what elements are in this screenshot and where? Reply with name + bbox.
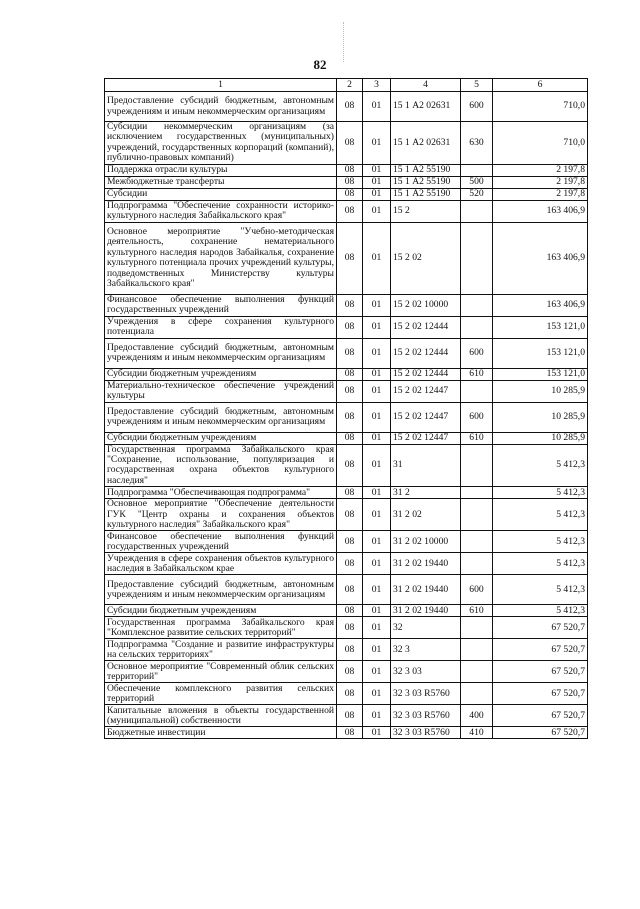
row-section-cell: 08 bbox=[337, 176, 363, 188]
row-target-article-cell: 15 2 02 12447 bbox=[391, 402, 461, 432]
row-amount-cell: 5 412,3 bbox=[493, 575, 588, 605]
row-name-cell: Предоставление субсидий бюджетным, автономным учреждениям и иным некоммерческим организациям bbox=[105, 92, 337, 122]
row-section-cell: 08 bbox=[337, 368, 363, 380]
table-row bbox=[105, 368, 588, 380]
row-target-article-cell: 31 2 02 19440 bbox=[391, 605, 461, 617]
column-header-target-article: 4 bbox=[391, 79, 461, 92]
row-expense-type-cell: 600 bbox=[461, 338, 493, 368]
row-amount-cell: 67 520,7 bbox=[493, 727, 588, 739]
table-row bbox=[105, 316, 588, 338]
row-section-cell: 08 bbox=[337, 432, 363, 444]
row-subsection-cell: 01 bbox=[363, 727, 391, 739]
row-amount-cell: 67 520,7 bbox=[493, 639, 588, 661]
row-amount-cell: 2 197,8 bbox=[493, 188, 588, 200]
row-subsection-cell: 01 bbox=[363, 553, 391, 575]
row-expense-type-cell bbox=[461, 222, 493, 294]
row-expense-type-cell: 610 bbox=[461, 605, 493, 617]
row-target-article-cell: 31 2 02 19440 bbox=[391, 575, 461, 605]
row-expense-type-cell: 500 bbox=[461, 176, 493, 188]
row-subsection-cell: 01 bbox=[363, 661, 391, 683]
row-section-cell: 08 bbox=[337, 402, 363, 432]
column-header-subsection: 3 bbox=[363, 79, 391, 92]
row-target-article-cell: 15 1 А2 55190 bbox=[391, 164, 461, 176]
row-name-cell: Межбюджетные трансферты bbox=[105, 176, 337, 188]
row-name-cell: Финансовое обеспечение выполнения функций государственных учреждений bbox=[105, 531, 337, 553]
row-name-cell: Основное мероприятие "Современный облик сельских территорий" bbox=[105, 661, 337, 683]
page-number: 82 bbox=[313, 57, 327, 72]
table-row bbox=[105, 705, 588, 727]
row-amount-cell: 5 412,3 bbox=[493, 605, 588, 617]
row-subsection-cell: 01 bbox=[363, 294, 391, 316]
row-target-article-cell: 15 1 А2 02631 bbox=[391, 122, 461, 165]
table-row bbox=[105, 164, 588, 176]
row-amount-cell: 2 197,8 bbox=[493, 176, 588, 188]
row-amount-cell: 710,0 bbox=[493, 122, 588, 165]
row-amount-cell: 163 406,9 bbox=[493, 200, 588, 222]
table-row bbox=[105, 661, 588, 683]
row-section-cell: 08 bbox=[337, 164, 363, 176]
row-expense-type-cell bbox=[461, 639, 493, 661]
row-amount-cell: 5 412,3 bbox=[493, 444, 588, 487]
row-subsection-cell: 01 bbox=[363, 531, 391, 553]
row-expense-type-cell: 610 bbox=[461, 432, 493, 444]
table-row bbox=[105, 402, 588, 432]
row-section-cell: 08 bbox=[337, 188, 363, 200]
row-expense-type-cell: 600 bbox=[461, 575, 493, 605]
row-target-article-cell: 31 2 02 19440 bbox=[391, 553, 461, 575]
row-subsection-cell: 01 bbox=[363, 316, 391, 338]
row-name-cell: Предоставление субсидий бюджетным, автономным учреждениям и иным некоммерческим организациям bbox=[105, 575, 337, 605]
row-section-cell: 08 bbox=[337, 487, 363, 499]
row-name-cell: Финансовое обеспечение выполнения функций государственных учреждений bbox=[105, 294, 337, 316]
row-subsection-cell: 01 bbox=[363, 338, 391, 368]
row-target-article-cell: 15 2 02 12447 bbox=[391, 432, 461, 444]
row-amount-cell: 163 406,9 bbox=[493, 294, 588, 316]
row-expense-type-cell: 600 bbox=[461, 92, 493, 122]
row-target-article-cell: 15 1 А2 02631 bbox=[391, 92, 461, 122]
table-row bbox=[105, 487, 588, 499]
row-name-cell: Субсидии некоммерческим организациям (за исключением государственных (муниципальных) учреждений, государственных корпораций (компаний), публично-правовых компаний) bbox=[105, 122, 337, 165]
row-subsection-cell: 01 bbox=[363, 188, 391, 200]
row-section-cell: 08 bbox=[337, 92, 363, 122]
row-target-article-cell: 15 2 02 12444 bbox=[391, 368, 461, 380]
table-row bbox=[105, 122, 588, 165]
column-header-expense-type: 5 bbox=[461, 79, 493, 92]
table-row bbox=[105, 222, 588, 294]
row-name-cell: Субсидии бюджетным учреждениям bbox=[105, 605, 337, 617]
row-section-cell: 08 bbox=[337, 553, 363, 575]
row-amount-cell: 5 412,3 bbox=[493, 553, 588, 575]
row-name-cell: Субсидии bbox=[105, 188, 337, 200]
row-name-cell: Предоставление субсидий бюджетным, автономным учреждениям и иным некоммерческим организациям bbox=[105, 402, 337, 432]
row-subsection-cell: 01 bbox=[363, 200, 391, 222]
budget-table bbox=[104, 78, 588, 739]
table-row bbox=[105, 639, 588, 661]
row-section-cell: 08 bbox=[337, 122, 363, 165]
row-name-cell: Субсидии бюджетным учреждениям bbox=[105, 432, 337, 444]
row-name-cell: Обеспечение комплексного развития сельских территорий bbox=[105, 683, 337, 705]
row-section-cell: 08 bbox=[337, 499, 363, 531]
row-section-cell: 08 bbox=[337, 605, 363, 617]
row-subsection-cell: 01 bbox=[363, 432, 391, 444]
row-subsection-cell: 01 bbox=[363, 605, 391, 617]
row-section-cell: 08 bbox=[337, 222, 363, 294]
row-subsection-cell: 01 bbox=[363, 444, 391, 487]
row-name-cell: Субсидии бюджетным учреждениям bbox=[105, 368, 337, 380]
row-section-cell: 08 bbox=[337, 661, 363, 683]
row-name-cell: Подпрограмма "Обеспечивающая подпрограмма" bbox=[105, 487, 337, 499]
row-section-cell: 08 bbox=[337, 338, 363, 368]
row-name-cell: Материально-техническое обеспечение учреждений культуры bbox=[105, 380, 337, 402]
row-expense-type-cell bbox=[461, 380, 493, 402]
row-amount-cell: 67 520,7 bbox=[493, 705, 588, 727]
row-section-cell: 08 bbox=[337, 683, 363, 705]
table-row bbox=[105, 605, 588, 617]
row-target-article-cell: 15 2 02 10000 bbox=[391, 294, 461, 316]
row-subsection-cell: 01 bbox=[363, 487, 391, 499]
table-row bbox=[105, 338, 588, 368]
table-row bbox=[105, 432, 588, 444]
row-target-article-cell: 15 1 А2 55190 bbox=[391, 188, 461, 200]
row-name-cell: Подпрограмма "Обеспечение сохранности историко-культурного наследия Забайкальского края" bbox=[105, 200, 337, 222]
row-target-article-cell: 31 bbox=[391, 444, 461, 487]
row-subsection-cell: 01 bbox=[363, 705, 391, 727]
column-header-amount: 6 bbox=[493, 79, 588, 92]
row-subsection-cell: 01 bbox=[363, 380, 391, 402]
row-name-cell: Государственная программа Забайкальского края "Сохранение, использование, популяризация и государственная охрана объектов культурного наследия" bbox=[105, 444, 337, 487]
row-subsection-cell: 01 bbox=[363, 639, 391, 661]
row-expense-type-cell bbox=[461, 200, 493, 222]
row-section-cell: 08 bbox=[337, 200, 363, 222]
table-row bbox=[105, 727, 588, 739]
row-subsection-cell: 01 bbox=[363, 402, 391, 432]
row-subsection-cell: 01 bbox=[363, 164, 391, 176]
row-expense-type-cell bbox=[461, 531, 493, 553]
row-amount-cell: 10 285,9 bbox=[493, 380, 588, 402]
table-header-row bbox=[105, 79, 588, 92]
scan-fold-mark bbox=[343, 22, 345, 62]
row-expense-type-cell: 400 bbox=[461, 705, 493, 727]
row-target-article-cell: 32 3 03 R5760 bbox=[391, 727, 461, 739]
row-name-cell: Государственная программа Забайкальского края "Комплексное развитие сельских территорий" bbox=[105, 617, 337, 639]
row-section-cell: 08 bbox=[337, 727, 363, 739]
row-expense-type-cell bbox=[461, 553, 493, 575]
row-amount-cell: 67 520,7 bbox=[493, 661, 588, 683]
table-row bbox=[105, 683, 588, 705]
row-amount-cell: 153 121,0 bbox=[493, 368, 588, 380]
row-expense-type-cell bbox=[461, 683, 493, 705]
row-target-article-cell: 15 2 bbox=[391, 200, 461, 222]
row-name-cell: Поддержка отрасли культуры bbox=[105, 164, 337, 176]
row-subsection-cell: 01 bbox=[363, 499, 391, 531]
row-expense-type-cell: 610 bbox=[461, 368, 493, 380]
row-name-cell: Учреждения в сфере сохранения объектов культурного наследия в Забайкальском крае bbox=[105, 553, 337, 575]
row-expense-type-cell bbox=[461, 499, 493, 531]
row-expense-type-cell bbox=[461, 487, 493, 499]
row-name-cell: Учреждения в сфере сохранения культурного потенциала bbox=[105, 316, 337, 338]
row-subsection-cell: 01 bbox=[363, 368, 391, 380]
row-amount-cell: 10 285,9 bbox=[493, 432, 588, 444]
table-row bbox=[105, 617, 588, 639]
row-amount-cell: 5 412,3 bbox=[493, 487, 588, 499]
row-target-article-cell: 15 2 02 12444 bbox=[391, 316, 461, 338]
row-expense-type-cell bbox=[461, 164, 493, 176]
row-expense-type-cell bbox=[461, 294, 493, 316]
row-section-cell: 08 bbox=[337, 705, 363, 727]
row-amount-cell: 10 285,9 bbox=[493, 402, 588, 432]
row-expense-type-cell bbox=[461, 617, 493, 639]
row-subsection-cell: 01 bbox=[363, 683, 391, 705]
row-name-cell: Бюджетные инвестиции bbox=[105, 727, 337, 739]
row-target-article-cell: 32 3 03 R5760 bbox=[391, 705, 461, 727]
row-name-cell: Подпрограмма "Создание и развитие инфраструктуры на сельских территориях" bbox=[105, 639, 337, 661]
row-target-article-cell: 32 bbox=[391, 617, 461, 639]
row-amount-cell: 710,0 bbox=[493, 92, 588, 122]
row-expense-type-cell: 410 bbox=[461, 727, 493, 739]
row-expense-type-cell: 630 bbox=[461, 122, 493, 165]
table-row bbox=[105, 176, 588, 188]
row-section-cell: 08 bbox=[337, 639, 363, 661]
row-name-cell: Основное мероприятие "Обеспечение деятельности ГУК "Центр охраны и сохранения объектов культурного наследия" Забайкальского края" bbox=[105, 499, 337, 531]
row-section-cell: 08 bbox=[337, 531, 363, 553]
row-section-cell: 08 bbox=[337, 316, 363, 338]
row-amount-cell: 163 406,9 bbox=[493, 222, 588, 294]
row-subsection-cell: 01 bbox=[363, 222, 391, 294]
table-body bbox=[105, 92, 588, 739]
row-amount-cell: 153 121,0 bbox=[493, 316, 588, 338]
row-target-article-cell: 32 3 03 bbox=[391, 661, 461, 683]
row-section-cell: 08 bbox=[337, 444, 363, 487]
row-expense-type-cell bbox=[461, 444, 493, 487]
table-row bbox=[105, 380, 588, 402]
table-row bbox=[105, 188, 588, 200]
row-target-article-cell: 32 3 03 R5760 bbox=[391, 683, 461, 705]
row-amount-cell: 2 197,8 bbox=[493, 164, 588, 176]
row-expense-type-cell: 600 bbox=[461, 402, 493, 432]
table-row bbox=[105, 294, 588, 316]
row-subsection-cell: 01 bbox=[363, 617, 391, 639]
row-target-article-cell: 15 2 02 12444 bbox=[391, 338, 461, 368]
row-subsection-cell: 01 bbox=[363, 575, 391, 605]
row-expense-type-cell: 520 bbox=[461, 188, 493, 200]
row-target-article-cell: 31 2 02 bbox=[391, 499, 461, 531]
row-name-cell: Капитальные вложения в объекты государственной (муниципальной) собственности bbox=[105, 705, 337, 727]
row-section-cell: 08 bbox=[337, 294, 363, 316]
row-subsection-cell: 01 bbox=[363, 176, 391, 188]
row-target-article-cell: 32 3 bbox=[391, 639, 461, 661]
row-amount-cell: 67 520,7 bbox=[493, 617, 588, 639]
table-row bbox=[105, 444, 588, 487]
column-header-section: 2 bbox=[337, 79, 363, 92]
table-row bbox=[105, 553, 588, 575]
row-section-cell: 08 bbox=[337, 575, 363, 605]
row-amount-cell: 5 412,3 bbox=[493, 499, 588, 531]
row-target-article-cell: 15 2 02 bbox=[391, 222, 461, 294]
row-target-article-cell: 15 2 02 12447 bbox=[391, 380, 461, 402]
row-amount-cell: 5 412,3 bbox=[493, 531, 588, 553]
column-header-name: 1 bbox=[105, 79, 337, 92]
row-amount-cell: 153 121,0 bbox=[493, 338, 588, 368]
table-row bbox=[105, 575, 588, 605]
row-subsection-cell: 01 bbox=[363, 122, 391, 165]
row-name-cell: Основное мероприятие "Учебно-методическая деятельность, сохранение нематериального культурного наследия народов Забайкалья, сохранение культурного потенциала прочих учреждений культуры, подведомственных Министерству культуры Забайкальского края" bbox=[105, 222, 337, 294]
row-subsection-cell: 01 bbox=[363, 92, 391, 122]
row-name-cell: Предоставление субсидий бюджетным, автономным учреждениям и иным некоммерческим организациям bbox=[105, 338, 337, 368]
row-target-article-cell: 31 2 02 10000 bbox=[391, 531, 461, 553]
table-row bbox=[105, 200, 588, 222]
row-section-cell: 08 bbox=[337, 617, 363, 639]
row-amount-cell: 67 520,7 bbox=[493, 683, 588, 705]
table-row bbox=[105, 531, 588, 553]
table-row bbox=[105, 92, 588, 122]
row-target-article-cell: 15 1 А2 55190 bbox=[391, 176, 461, 188]
row-expense-type-cell bbox=[461, 661, 493, 683]
row-expense-type-cell bbox=[461, 316, 493, 338]
table-row bbox=[105, 499, 588, 531]
row-target-article-cell: 31 2 bbox=[391, 487, 461, 499]
row-section-cell: 08 bbox=[337, 380, 363, 402]
